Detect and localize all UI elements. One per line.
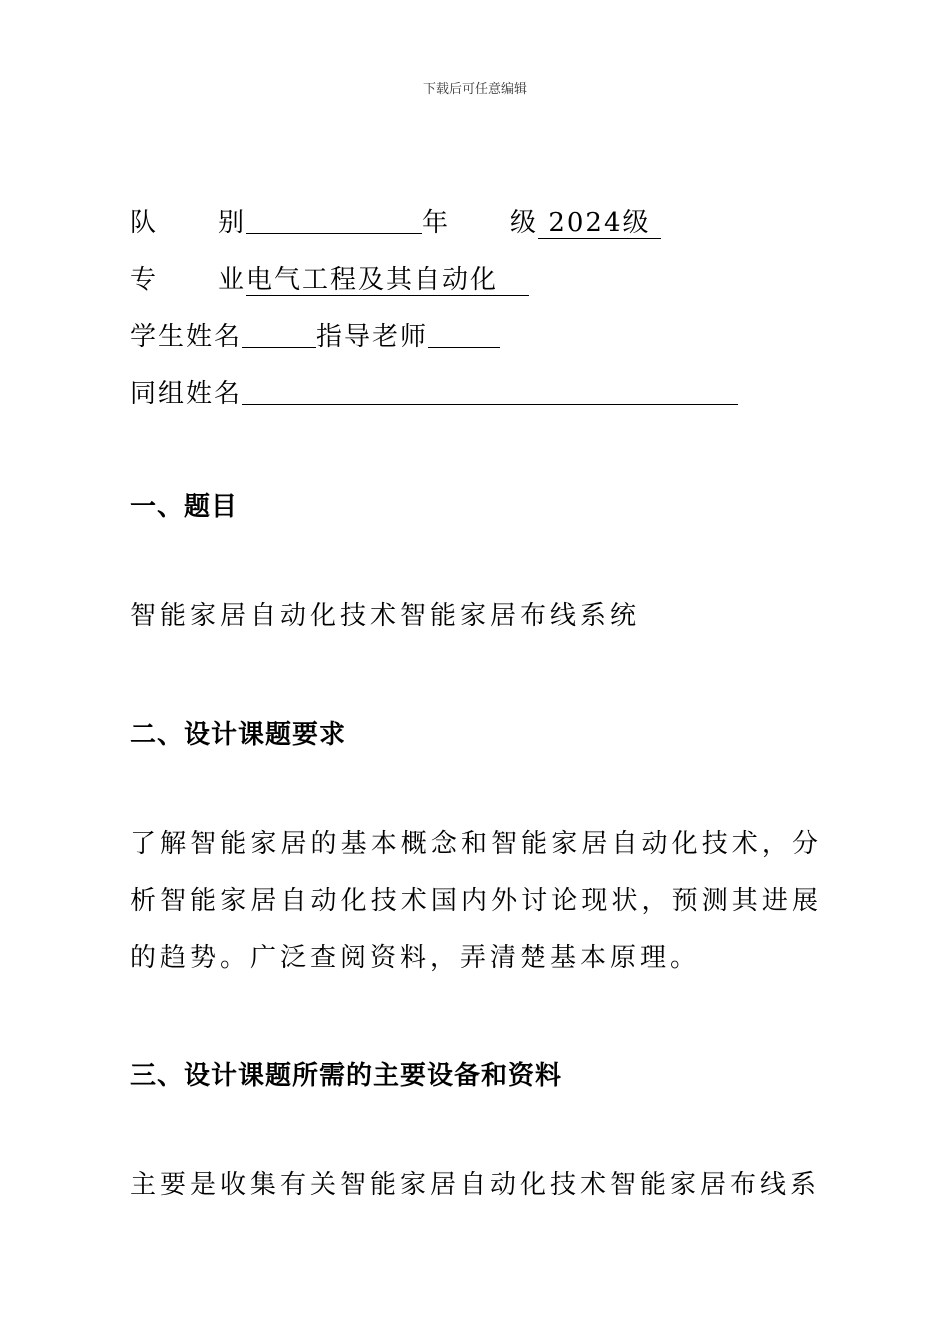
advisor-label: 指导老师 bbox=[316, 322, 429, 352]
section-2-body: 了解智能家居的基本概念和智能家居自动化技术，分析智能家居自动化技术国内外讨论现状，预测其进展的趋势。广泛查阅资料，弄清楚基本原理。 bbox=[130, 829, 822, 973]
team-label-2: 别 bbox=[218, 208, 247, 238]
grade-label-1: 年 bbox=[422, 208, 451, 238]
section-1-heading: 一、题目 bbox=[130, 492, 239, 522]
team-grade-line bbox=[130, 202, 661, 239]
group-blank[interactable] bbox=[242, 378, 738, 405]
section-3-heading: 三、设计课题所需的主要设备和资料 bbox=[130, 1061, 563, 1091]
student-blank[interactable] bbox=[242, 321, 316, 348]
grade-label-2: 级 bbox=[510, 208, 539, 238]
page-header: 下载后可任意编辑 bbox=[422, 82, 527, 97]
major-label-2: 业 bbox=[218, 265, 247, 295]
student-advisor-line bbox=[130, 316, 500, 353]
advisor-blank[interactable] bbox=[428, 321, 500, 348]
student-label: 学生姓名 bbox=[130, 322, 243, 352]
major-label-1: 专 bbox=[130, 265, 159, 295]
team-label-1: 队 bbox=[130, 208, 159, 238]
section-1-body: 智能家居自动化技术智能家居布线系统 bbox=[130, 601, 641, 631]
section-3-body: 主要是收集有关智能家居自动化技术智能家居布线系 bbox=[130, 1170, 821, 1200]
grade-value: 2024级 bbox=[538, 208, 661, 239]
team-blank[interactable] bbox=[246, 207, 422, 234]
section-2-heading: 二、设计课题要求 bbox=[130, 720, 347, 750]
major-value: 电气工程及其自动化 bbox=[246, 265, 529, 296]
major-line bbox=[130, 259, 529, 296]
group-label: 同组姓名 bbox=[130, 379, 243, 409]
group-line bbox=[130, 373, 738, 410]
